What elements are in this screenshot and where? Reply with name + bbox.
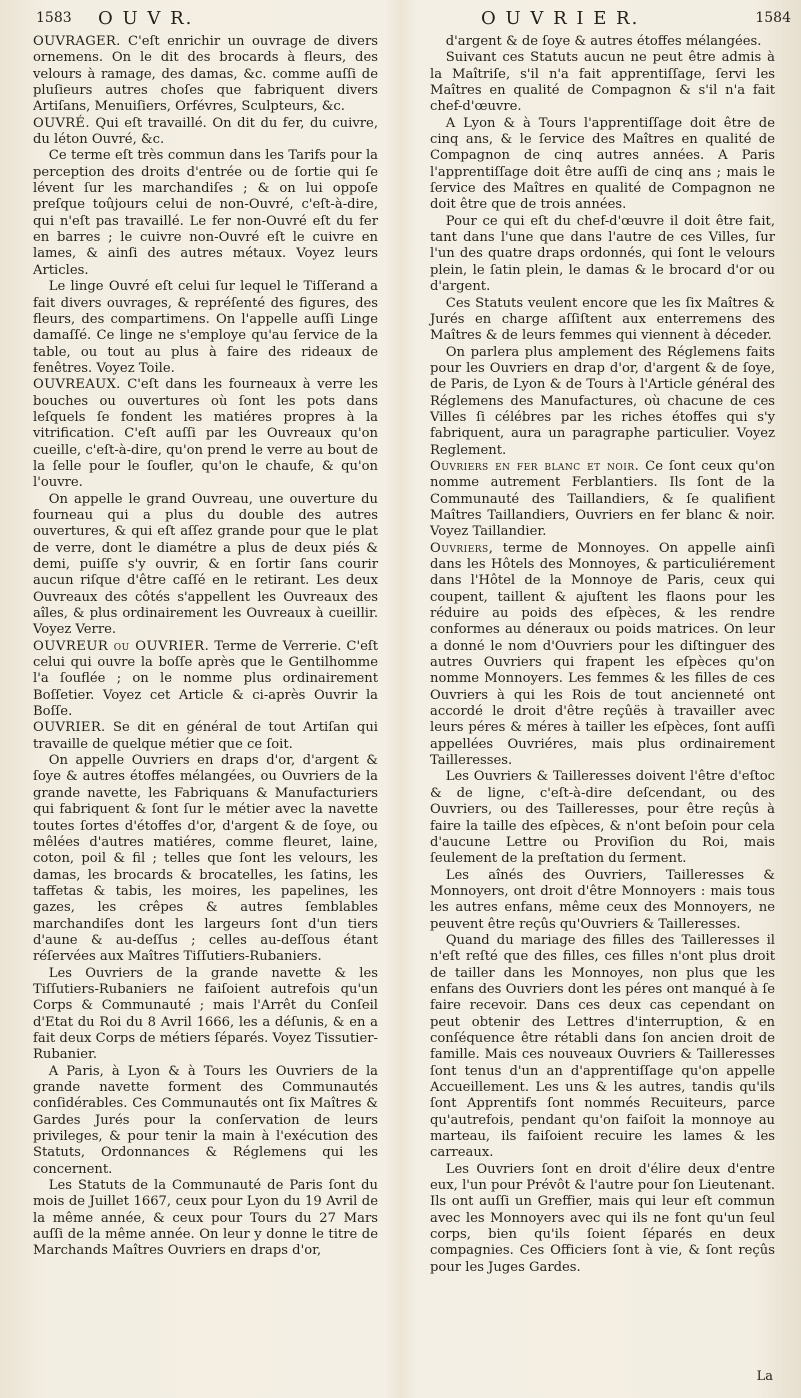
paragraph	[430, 345, 775, 459]
entry-text: Quand du mariage des filles des Tailleresses il n'eſt reſté que des filles, ces filles n'ont plus droit de tailler dans les Monnoyes, non plus que les enfans des Ouvriers dont les péres ont manqué à ſe faire recevoir. Dans ces deux cas cependant on peut obtenir des Lettres d'interruption, & en conſéquence être rétabli dans ſon ancien droit de famille. Mais ces nouveaux Ouvriers & Tailleresses ſont tenus d'un an d'apprentiſſage qu'on appelle Accueillement. Les uns & les autres, tandis qu'ils ſont Apprentifs ſont nommés Recuiteurs, parce qu'autrefois, pendant qu'on faiſoit la monnoye au marteau, ils faiſoient recuire les lames & les carreaux.	[430, 932, 775, 1161]
entry-headword: OUVREUR ou OUVRIER.	[33, 638, 210, 654]
running-header	[36, 6, 791, 34]
entry-text: On parlera plus amplement des Réglemens faits pour les Ouvriers en drap d'or, d'argent & de ſoye, de Paris, de Lyon & de Tours à l'Article général des Réglemens des Manufactures, où chacune de ces Villes ſi célébres par les riches étoffes qui s'y fabriquent, aura un paragraphe particulier. Voyez Reglement.	[430, 344, 775, 458]
entry-text: A Lyon & à Tours l'apprentiſſage doit être de cinq ans, & le ſervice des Maîtres en qualité de Compagnon de cinq autres années. A Paris l'apprentiſſage doit être auſſi de cinq ans ; mais le ſervice des Maîtres en qualité de Compagnon ne doit être que de trois années.	[430, 115, 775, 213]
entry-text: Les Ouvriers & Tailleresses doivent l'être d'eſtoc & de ligne, c'eſt-à-dire deſcendant, ou des Ouvriers, ou des Tailleresses, pour être reçûs à faire la taille des eſpèces, & n'ont beſoin pour cela d'aucune Lettre ou Proviſion du Roi, mais ſeulement de la preſtation du ſerment.	[430, 769, 775, 867]
paragraph	[33, 148, 378, 279]
paragraph	[430, 1162, 775, 1276]
paragraph	[430, 116, 775, 214]
entry-text: d'argent & de ſoye & autres étoffes mélangées.	[445, 34, 762, 49]
entry-headword: Ouvriers,	[430, 540, 494, 556]
paragraph	[430, 868, 775, 933]
entry-text: On appelle Ouvriers en draps d'or, d'argent & ſoye & autres étoffes mélangées, ou Ouvriers de la grande navette, les Fabriquans & Manufacturiers qui fabriquent & ſont ſur le métier avec la navette toutes ſortes d'étoffes d'or, d'argent & de ſoye, ou mêlées d'autres matiéres, comme fleuret, laine, coton, poil & fil ; telles que ſont les velours, les damas, les brocards & brocatelles, les ſatins, les taffetas & tabis, les moires, les papelines, les gazes, les crêpes & autres ſemblables marchandiſes dont les largeurs ſont d'un tiers d'aune & au-deſſus ; celles au-deſſous étant réſervées aux Maîtres Tiſſutiers-Rubaniers.	[33, 753, 378, 965]
entry-headword: Ouvriers en fer blanc et noir.	[430, 458, 640, 474]
paragraph	[430, 933, 775, 1162]
entry-headword: OUVRAGER.	[33, 34, 121, 49]
entry-headword: OUVREAUX.	[33, 377, 121, 393]
entry-text: Se dit en général de tout Artiſan qui travaille de quelque métier que ce ſoit.	[33, 720, 378, 752]
entry-text: Qui eſt travaillé. On dit du fer, du cuivre, du léton Ouvré, &c.	[33, 115, 378, 148]
entry-text: C'eſt enrichir un ouvrage de divers ornemens. On le dit des brocards à fleurs, des velours à ramage, des damas, &c. comme auſſi de pluſieurs autres choſes que fabriquent divers Artiſans, Menuiſiers, Orfévres, Sculpteurs, &c.	[33, 34, 378, 115]
entry-text: On appelle le grand Ouvreau, une ouverture du fourneau qui a plus du double des autres ouvertures, & qui eſt aſſez grande pour que le plat de verre, dont le diamétre a plus de deux piés & demi, puiſſe s'y ouvrir, & en ſortir ſans courir aucun riſque d'être caſſé en le retirant. Les deux Ouvreaux des côtés s'appellent les Ouvreaux des aîles, & plus ordinairement les Ouvreaux à cueillir. Voyez Verre.	[33, 491, 378, 638]
dictionary-entry	[430, 459, 775, 541]
entry-text: Suivant ces Statuts aucun ne peut être admis à la Maîtriſe, s'il n'a fait apprentiſſage, ſervi les Maîtres en qualité de Compagnon & s'il n'a fait chef-d'œuvre.	[430, 50, 775, 115]
entry-text: Les Ouvriers ſont en droit d'élire deux d'entre eux, l'un pour Prévôt & l'autre pour ſon Lieutenant. Ils ont auſſi un Greffier, mais qui leur eſt commun avec les Monnoyers avec qui ils ne font qu'un ſeul corps, bien qu'ils ſoient ſéparés en deux compagnies. Ces Officiers ſont à vie, & ſont reçûs pour les Juges Gardes.	[430, 1161, 775, 1275]
page-number-right: 1584	[755, 10, 791, 26]
paragraph	[33, 753, 378, 965]
catchword: La	[756, 1369, 773, 1384]
paragraph	[430, 50, 775, 115]
entry-text: Ces Statuts veulent encore que les ſix Maîtres & Jurés en charge aſſiſtent aux enterremens des Maîtres & de leurs femmes qui viennent à déceder.	[430, 295, 775, 344]
paragraph	[33, 1064, 378, 1178]
paragraph	[430, 769, 775, 867]
entry-text: Terme de Verrerie. C'eſt celui qui ouvre la boſſe après que le Gentilhomme l'a ſouflée ; on le nomme plus ordinairement Boſſetier. Voyez cet Article & ci-après Ouvrir la Boſſe.	[33, 638, 378, 720]
entry-text: Le linge Ouvré eſt celui ſur lequel le Tiſſerand a fait divers ouvrages, & repréſenté des figures, des fleurs, des compartimens. On l'appelle auſſi Linge damaſſé. Ce linge ne s'employe qu'au ſervice de la table, ou tout au plus à faire des rideaux de fenêtres. Voyez Toile.	[33, 279, 378, 376]
paragraph	[33, 279, 378, 377]
paragraph	[430, 296, 775, 345]
entry-text: Ce terme eſt très commun dans les Tarifs pour la perception des droits d'entrée ou de ſortie qui ſe lévent ſur les marchandiſes ; & on lui oppoſe preſque toûjours celui de non-Ouvré, c'eſt-à-dire, qui n'eſt pas travaillé. Le fer non-Ouvré eſt du fer en barres ; le cuivre non-Ouvré eſt le cuivre en lames, & ainſi des autres métaux. Voyez leurs Articles.	[33, 148, 378, 278]
entry-text: Les Ouvriers de la grande navette & les Tiſſutiers-Rubaniers ne faiſoient autrefois qu'un Corps & Communauté ; mais l'Arrêt du Conſeil d'Etat du Roi du 8 Avril 1666, les a déſunis, & en a fait deux Corps de métiers ſéparés. Voyez Tissutier-Rubanier.	[33, 965, 378, 1063]
entry-headword: OUVRIER.	[33, 720, 106, 736]
entry-text: A Paris, à Lyon & à Tours les Ouvriers de la grande navette forment des Communautés conſidérables. Ces Communautés ont ſix Maîtres & Gardes Jurés pour la conſervation de leurs privileges, & pour tenir la main à l'exécution des Statuts, Ordonnances & Réglemens qui les concernent.	[33, 1063, 378, 1177]
entry-text: C'eſt dans les fourneaux à verre les bouches ou ouvertures où ſont les pots dans leſquels ſe fondent les matiéres propres à la vitrification. C'eſt auſſi par les Ouvreaux qu'on cueille, c'eſt-à-dire, qu'on prend le verre au bout de la ſelle pour le ſoufler, qu'on le chaufe, & qu'on l'ouvre.	[33, 377, 378, 491]
dictionary-entry	[33, 639, 378, 721]
dictionary-entry	[33, 34, 378, 116]
running-title-left: O U V R.	[98, 8, 194, 29]
dictionary-entry	[33, 377, 378, 491]
running-title-right: O U V R I E R.	[481, 8, 640, 29]
entry-text: Les aînés des Ouvriers, Tailleresses & Monnoyers, ont droit d'être Monnoyers : mais tous les autres enfans, même ceux des Monnoyers, ne peuvent être reçûs qu'Ouvriers & Tailleresses.	[430, 867, 775, 932]
entry-headword: OUVRÉ.	[33, 115, 90, 131]
page-number-left: 1583	[36, 10, 72, 26]
entry-text: terme de Monnoyes. On appelle ainſi dans les Hôtels des Monnoyes, & particuliérement dans l'Hôtel de la Monnoye de Paris, ceux qui coupent, taillent & ajuſtent les flaons pour les réduire au poids des eſpèces, & les rendre conformes au déneraux ou poids matrices. On leur a donné le nom d'Ouvriers pour les diſtinguer des autres Ouvriers qui frapent les eſpèces qu'on nomme Monnoyers. Les femmes & les filles de ces Ouvriers à qui les Rois de tout ancienneté ont accordé le droit d'être reçûës à travailler avec leurs péres & méres à tailler les eſpèces, ſont auſſi appellées Ouvriéres, mais plus ordinairement Tailleresses.	[430, 540, 775, 769]
dictionary-entry	[33, 720, 378, 753]
right-column	[430, 34, 775, 1276]
entry-text: Ce ſont ceux qu'on nomme autrement Ferblantiers. Ils ſont de la Communauté des Taillandiers, & ſe qualifient Maîtres Taillandiers, Ouvriers en fer blanc & noir. Voyez Taillandier.	[430, 458, 775, 540]
dictionary-entry	[33, 116, 378, 149]
dictionary-entry	[430, 541, 775, 770]
paragraph	[33, 966, 378, 1064]
paragraph	[33, 1178, 378, 1260]
paragraph	[33, 492, 378, 639]
entry-text: Les Statuts de la Communauté de Paris ſont du mois de Juillet 1667, ceux pour Lyon du 19 Avril de la même année, & ceux pour Tours du 27 Mars auſſi de la même année. On leur y donne le titre de Marchands Maîtres Ouvriers en draps d'or,	[33, 1178, 378, 1259]
paragraph	[430, 34, 775, 50]
entry-text: Pour ce qui eſt du chef-d'œuvre il doit être fait, tant dans l'une que dans l'autre de ces Villes, ſur l'un des quatre draps ordonnés, qui ſont le velours plein, le ſatin plein, le damas & le brocard d'or ou d'argent.	[430, 213, 775, 295]
left-column	[33, 34, 378, 1260]
paragraph	[430, 214, 775, 296]
